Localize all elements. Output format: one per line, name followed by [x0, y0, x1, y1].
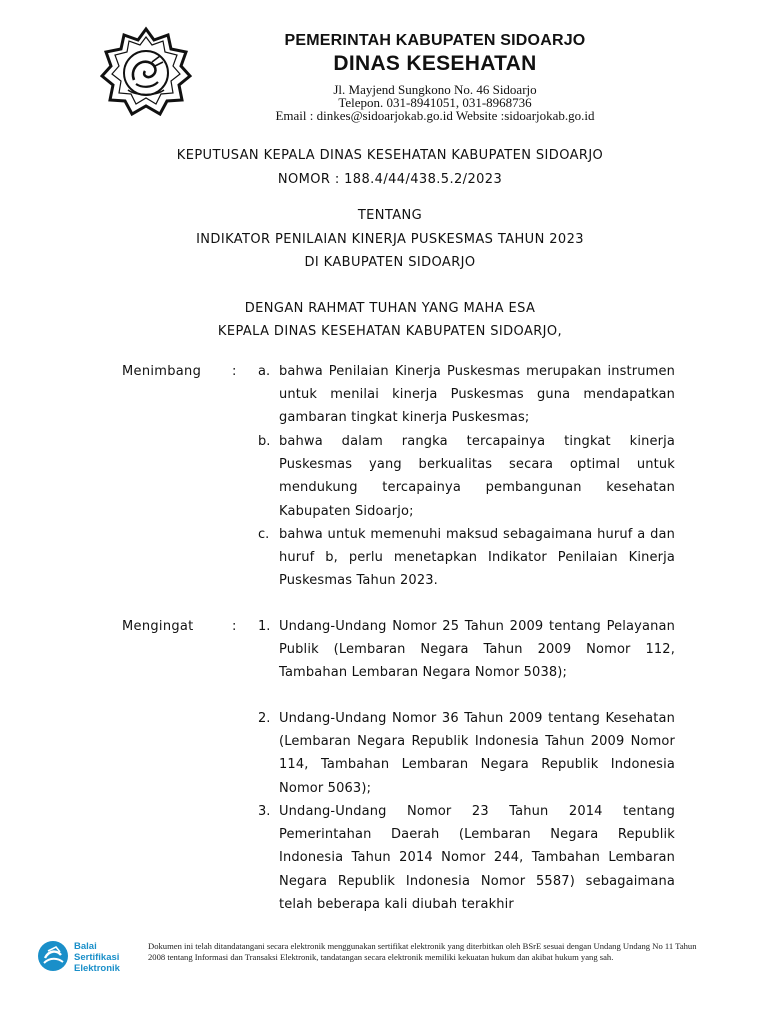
decree-invocation: DENGAN RAHMAT TUHAN YANG MAHA ESA [244, 301, 536, 316]
considering-item-c: bahwa untuk memenuhi maksud sebagaimana huruf a dan huruf b, perlu menetapkan Indikator Penilaian Kinerja Puskesmas Tahun 2023. [279, 527, 675, 589]
esignature-notice: Dokumen ini telah ditandatangani secara elektronik menggunakan sertifikat elektronik yang diterbitkan oleh BSrE sesuai dengan Undang Undang No 11 Tahun 2008 tentang Informasi dan Transaksi Elektronik, tandatangan secara elektronik memiliki kekuatan hukum dan akibat hukum yang sah. [148, 941, 697, 962]
decree-heading: KEPUTUSAN KEPALA DINAS KESEHATAN KABUPATEN SIDOARJO [176, 148, 604, 163]
decree-subject-line2: DI KABUPATEN SIDOARJO [304, 255, 476, 270]
office-phone: Telepon. 031-8941051, 031-8968736 [338, 95, 532, 110]
decree-authority: KEPALA DINAS KESEHATAN KABUPATEN SIDOARJO, [217, 324, 563, 339]
recalling-marker-2: 2. [258, 711, 271, 726]
bsre-logo-line2: Sertifikasi [74, 952, 120, 963]
considering-marker-b: b. [258, 434, 271, 449]
considering-label: Menimbang [122, 364, 202, 379]
org-name: PEMERINTAH KABUPATEN SIDOARJO [284, 32, 586, 49]
considering-item-b: bahwa dalam rangka tercapainya tingkat kinerja Puskesmas yang berkualitas secara optimal untuk mendukung tercapainya pembangunan kesehatan Kabupaten Sidoarjo; [279, 434, 675, 519]
recalling-item-2: Undang-Undang Nomor 36 Tahun 2009 tentang Kesehatan (Lembaran Negara Republik Indonesia Tahun 2009 Nomor 114, Tambahan Lembaran Negara Republik Indonesia Nomor 5063); [279, 711, 675, 796]
recalling-label: Mengingat [122, 619, 194, 634]
office-contact: Email : dinkes@sidoarjokab.go.id Website :sidoarjokab.go.id [275, 108, 595, 123]
recalling-item-1: Undang-Undang Nomor 25 Tahun 2009 tentang Pelayanan Publik (Lembaran Negara Tahun 2009 Nomor 112, Tambahan Lembaran Negara Nomor 5038); [279, 619, 675, 681]
considering-marker-c: c. [258, 527, 270, 542]
bsre-logo-line3: Elektronik [74, 963, 120, 974]
department-name: DINAS KESEHATAN [333, 52, 537, 75]
considering-marker-a: a. [258, 364, 271, 379]
recalling-item-3: Undang-Undang Nomor 23 Tahun 2014 tentang Pemerintahan Daerah (Lembaran Negara Republik Indonesia Tahun 2014 Nomor 244, Tambahan Lembaran Negara Republik Indonesia Nomor 5587) sebagaimana telah beberapa kali diubah terakhir [279, 804, 675, 912]
recalling-marker-3: 3. [258, 804, 271, 819]
considering-colon: : [232, 364, 237, 379]
decree-subject-line1: INDIKATOR PENILAIAN KINERJA PUSKESMAS TAHUN 2023 [196, 232, 584, 247]
sidoarjo-regency-emblem-icon [100, 26, 192, 118]
bsre-logo-icon [36, 938, 136, 974]
bsre-logo-line1: Balai [74, 941, 97, 952]
recalling-marker-1: 1. [258, 619, 271, 634]
considering-item-a: bahwa Penilaian Kinerja Puskesmas merupakan instrumen untuk menilai kinerja Puskesmas guna mendapatkan gambaran tingkat kinerja Puskesmas; [279, 364, 675, 426]
recalling-colon: : [232, 619, 237, 634]
decree-about: TENTANG [357, 208, 423, 223]
decree-number: NOMOR : 188.4/44/438.5.2/2023 [277, 172, 503, 187]
office-address: Jl. Mayjend Sungkono No. 46 Sidoarjo [333, 82, 537, 97]
